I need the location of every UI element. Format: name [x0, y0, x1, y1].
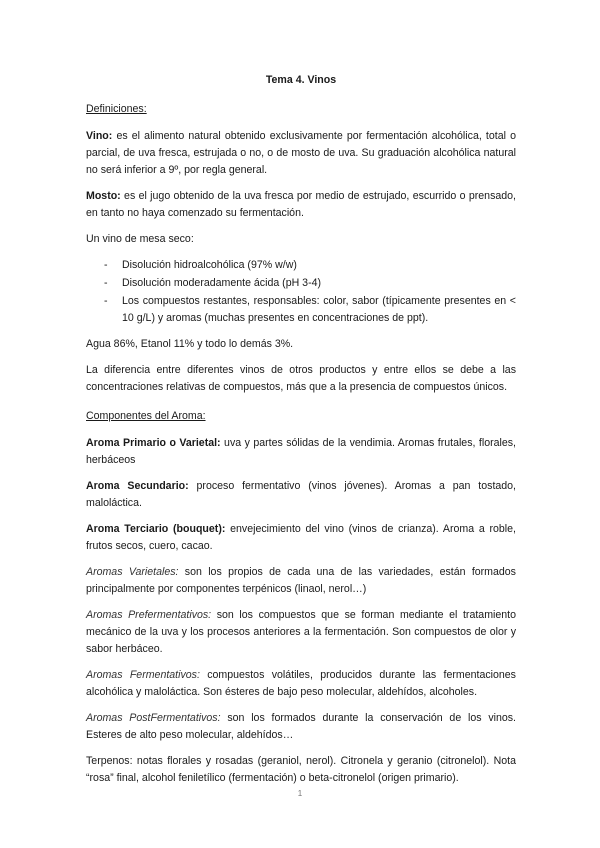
aroma-primario-term: Aroma Primario o Varietal:: [86, 437, 221, 449]
vino-text: es el alimento natural obtenido exclusivamente por fermentación alcohólica, total o parcial, de uva fresca, estrujada o no, o de mosto de uva. Su graduación alcohólica natural no será inferior a 9º, por regla general.: [86, 130, 516, 176]
composition-text: Agua 86%, Etanol 11% y todo lo demás 3%.: [86, 338, 294, 350]
mosto-term: Mosto:: [86, 190, 121, 202]
aromas-postfermentativos: [86, 710, 516, 744]
list-item-text: Disolución hidroalcohólica (97% w/w): [122, 259, 297, 271]
aromas-fermentativos-text: compuestos volátiles, producidos durante las fermentaciones alcohólica y maloláctica. Son ésteres de bajo peso molecular, aldehídos, alcoholes.: [86, 669, 516, 698]
list-item: [86, 257, 516, 274]
list-item-text: Disolución moderadamente ácida (pH 3-4): [122, 277, 322, 289]
list-dash: -: [104, 277, 108, 289]
terpenos-text: Terpenos: notas florales y rosadas (geraniol, nerol). Citronela y geranio (citronelol). Nota “rosa” final, alcohol feniletílico (fermentación) o beta-citronelol (origen primario).: [86, 755, 516, 784]
list-item: [86, 275, 516, 292]
aromas-prefermentativos-term: Aromas Prefermentativos:: [86, 609, 212, 621]
dry-wine-list: [86, 257, 516, 327]
aroma-primario-text: uva y partes sólidas de la vendimia. Aromas frutales, florales, herbáceos: [86, 437, 516, 466]
aromas-prefermentativos: [86, 607, 516, 658]
aromas-fermentativos: [86, 667, 516, 701]
list-dash: -: [104, 295, 108, 307]
list-item: [86, 293, 516, 327]
vino-term: Vino:: [86, 130, 113, 142]
aromas-varietales-term: Aromas Varietales:: [86, 566, 179, 578]
document-page: [86, 72, 516, 796]
aromas-varietales: [86, 564, 516, 598]
aromas-prefermentativos-text: son los compuestos que se forman mediante el tratamiento mecánico de la uva y los procesos anteriores a la fermentación. Son compuestos de olor y sabor herbáceo.: [86, 609, 516, 655]
aromas-fermentativos-term: Aromas Fermentativos:: [86, 669, 200, 681]
page-title: Tema 4. Vinos: [265, 74, 337, 86]
aroma-secundario-text: proceso fermentativo (vinos jóvenes). Aromas a pan tostado, maloláctica.: [86, 480, 517, 509]
aroma-heading: Componentes del Aroma:: [86, 410, 206, 422]
difference-text: La diferencia entre diferentes vinos de otros productos y entre ellos se debe a las concentraciones relativas de compuestos, más que a la presencia de compuestos únicos.: [86, 364, 516, 393]
page-number: 1: [297, 789, 303, 798]
aroma-secundario: [86, 478, 516, 512]
dry-wine-intro: Un vino de mesa seco:: [86, 233, 194, 245]
aroma-terciario: [86, 521, 516, 555]
aromas-postfermentativos-term: Aromas PostFermentativos:: [86, 712, 221, 724]
aroma-terciario-term: Aroma Terciario (bouquet):: [86, 523, 226, 535]
aroma-terciario-text: envejecimiento del vino (vinos de crianza). Aroma a roble, frutos secos, cuero, cacao.: [86, 523, 516, 552]
aroma-secundario-term: Aroma Secundario:: [86, 480, 189, 492]
vino-definition: [86, 128, 516, 179]
aromas-varietales-text: son los propios de cada una de las variedades, están formados principalmente por componentes terpénicos (linaol, nerol…): [86, 566, 516, 595]
mosto-definition: [86, 188, 516, 222]
list-dash: -: [104, 259, 108, 271]
aroma-primario: [86, 435, 516, 469]
definitions-heading: Definiciones:: [86, 103, 147, 115]
list-item-text: Los compuestos restantes, responsables: color, sabor (típicamente presentes en < 10 g/L) y aromas (muchas presentes en concentraciones de ppt).: [122, 295, 516, 324]
aromas-postfermentativos-text: son los formados durante la conservación de los vinos. Esteres de alto peso molecular, aldehídos…: [86, 712, 516, 741]
mosto-text: es el jugo obtenido de la uva fresca por medio de estrujado, escurrido o prensado, en tanto no haya comenzado su fermentación.: [86, 190, 516, 219]
